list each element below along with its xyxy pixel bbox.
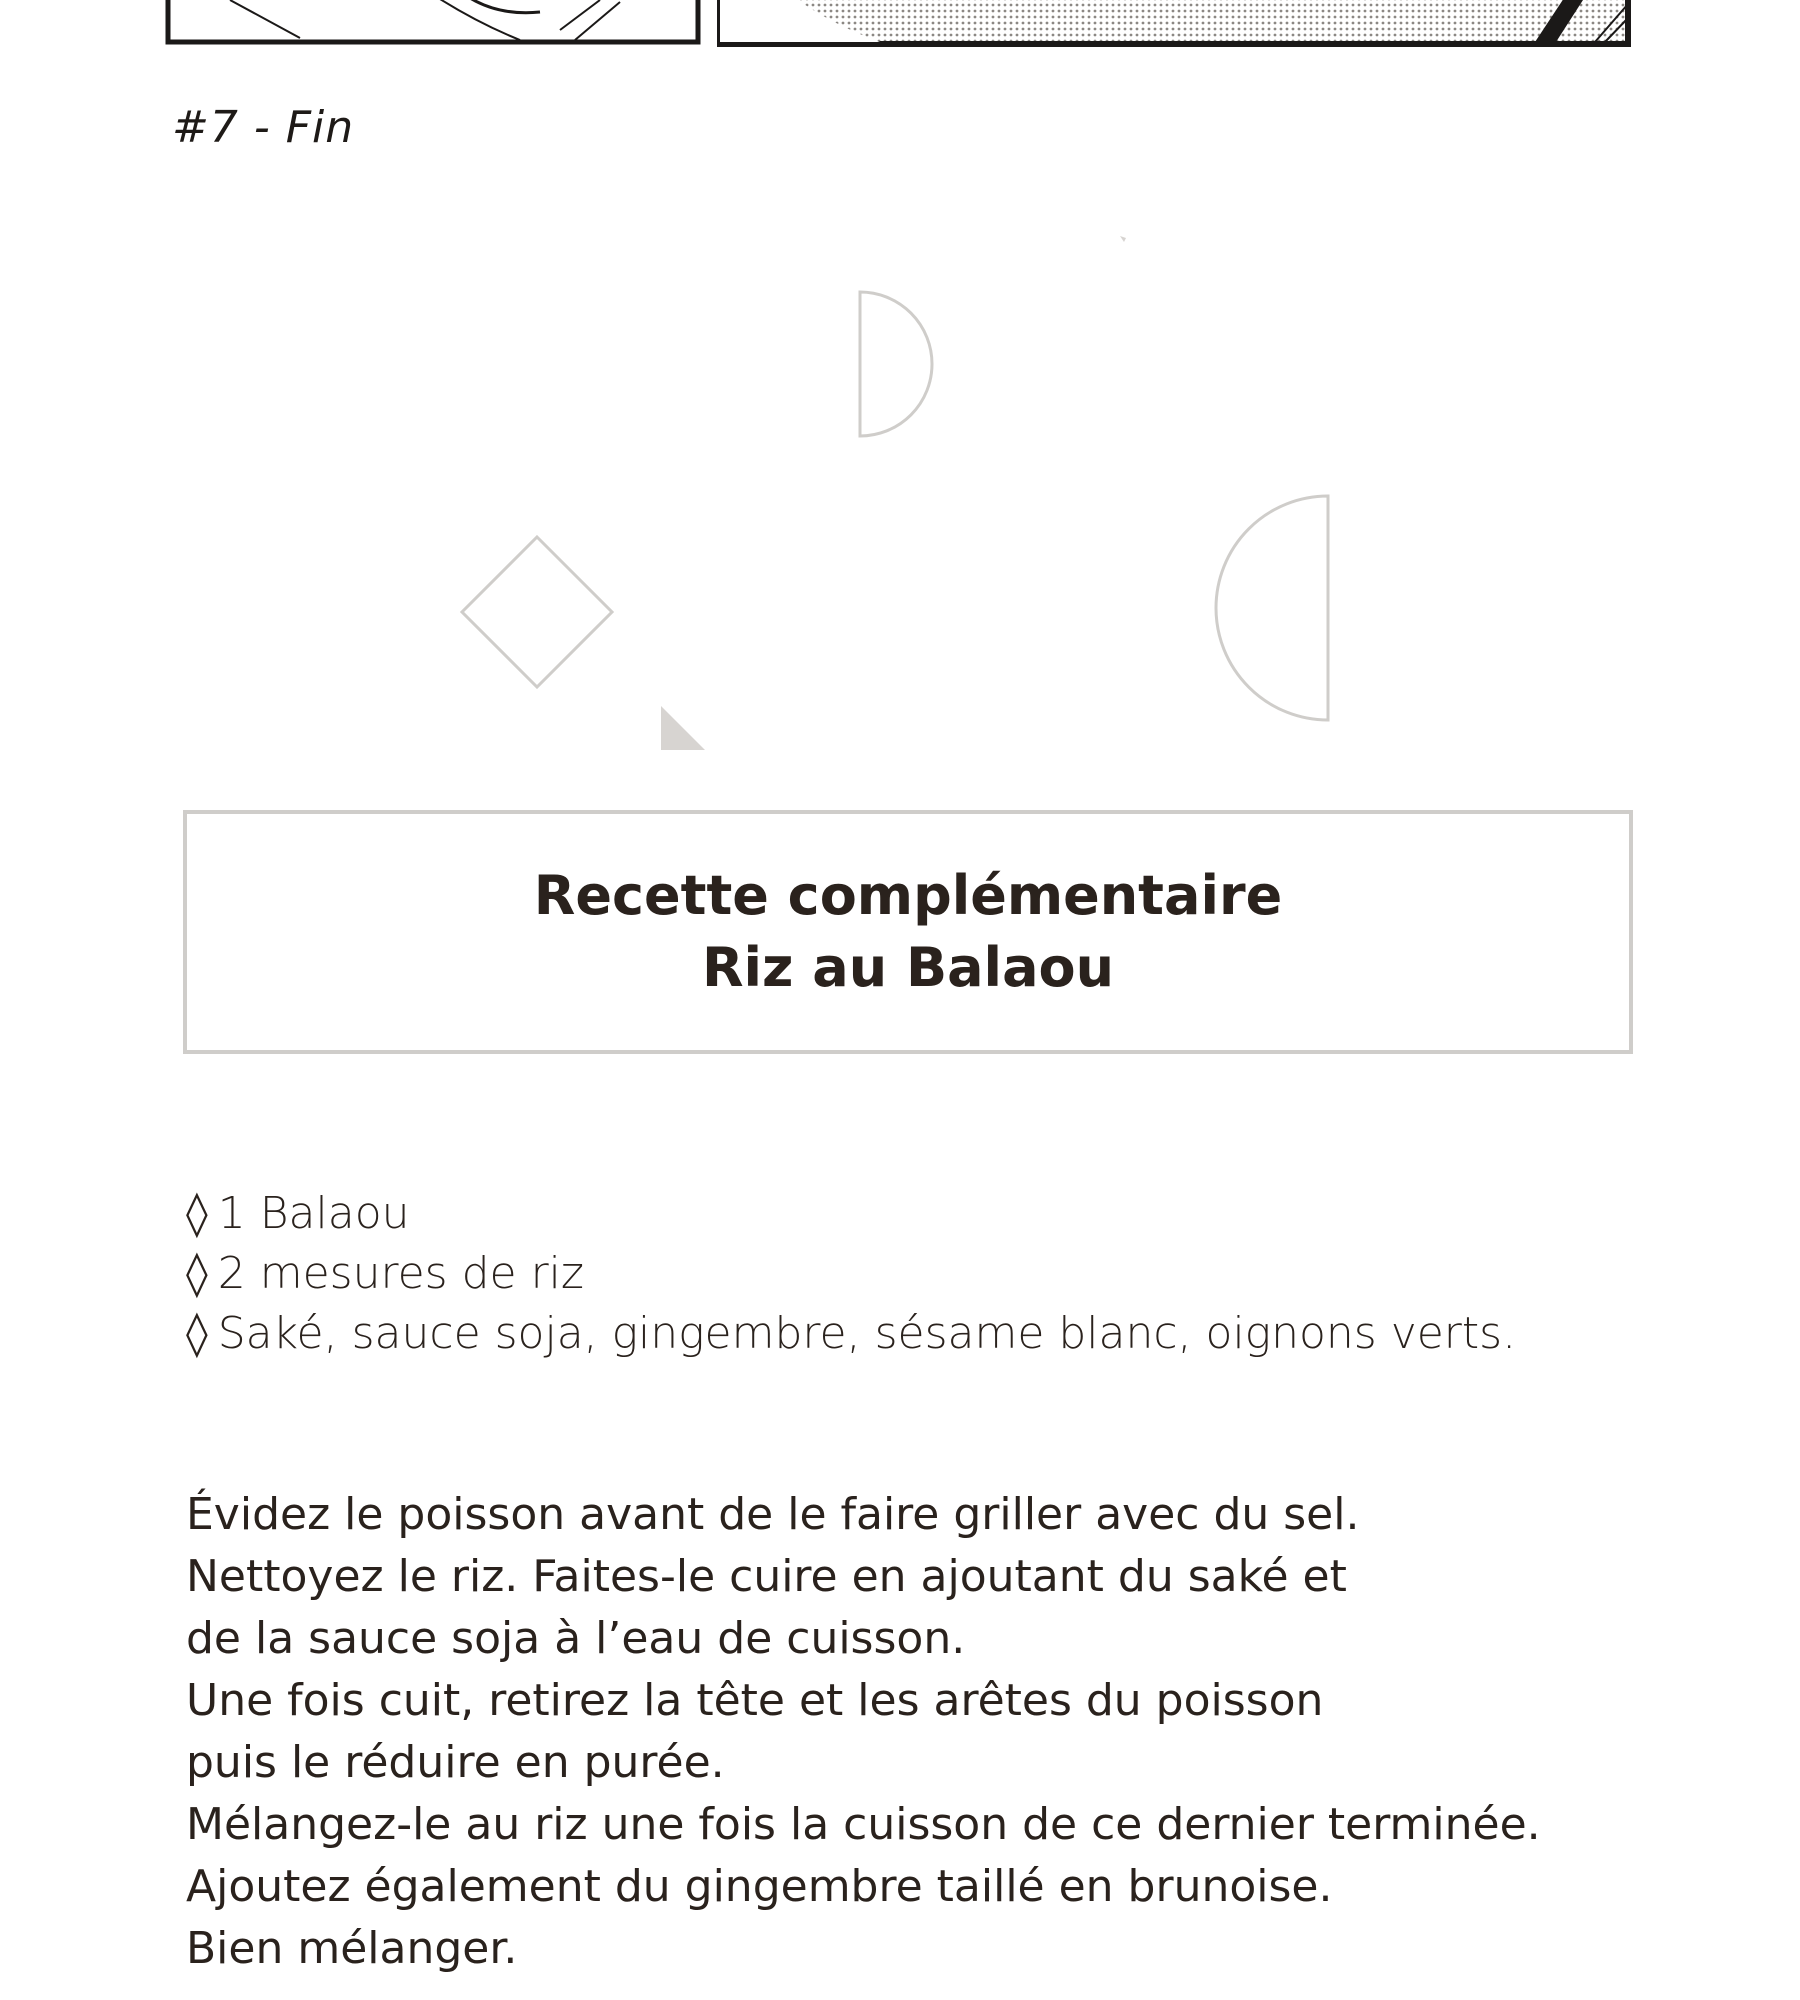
instruction-line: Bien mélanger. [186, 1923, 518, 1974]
diamond-bullet-icon: ◊ [186, 1188, 208, 1239]
instruction-line: Mélangez-le au riz une fois la cuisson de ce dernier terminée. [186, 1799, 1541, 1850]
list-item: ◊ 2 mesures de riz [186, 1244, 1686, 1304]
manga-panel-right [720, 0, 1628, 44]
recipe-name: Riz au Balaou [701, 936, 1115, 999]
recipe-title: Recette complémentaire [533, 864, 1283, 927]
half-circle-small-shape [860, 292, 932, 436]
recipe-title-box [183, 810, 1633, 1054]
decorative-shapes [0, 200, 1800, 760]
instruction-line: Une fois cuit, retirez la tête et les arêtes du poisson [186, 1675, 1324, 1726]
speck-shape [1120, 236, 1126, 242]
instruction-line: Ajoutez également du gingembre taillé en brunoise. [186, 1861, 1333, 1912]
instruction-line: Nettoyez le riz. Faites-le cuire en ajoutant du saké et [186, 1551, 1347, 1602]
diamond-shape [462, 537, 612, 687]
recipe-instructions [186, 1484, 1746, 1980]
diamond-bullet-icon: ◊ [186, 1248, 208, 1299]
instruction-line: puis le réduire en purée. [186, 1737, 725, 1788]
manga-panel-left [168, 0, 698, 42]
ingredient-list [186, 1184, 1686, 1364]
half-circle-large-shape [1216, 496, 1328, 720]
manga-panel-strip [0, 0, 1800, 56]
triangle-shape [661, 706, 705, 750]
chapter-end-label: #7 - Fin [172, 102, 355, 153]
instruction-line: de la sauce soja à l’eau de cuisson. [186, 1613, 966, 1664]
list-item: ◊ 1 Balaou [186, 1184, 1686, 1244]
list-item: ◊ Saké, sauce soja, gingembre, sésame blanc, oignons verts. [186, 1304, 1686, 1364]
diamond-bullet-icon: ◊ [186, 1308, 208, 1359]
instruction-line: Évidez le poisson avant de le faire griller avec du sel. [186, 1489, 1360, 1540]
